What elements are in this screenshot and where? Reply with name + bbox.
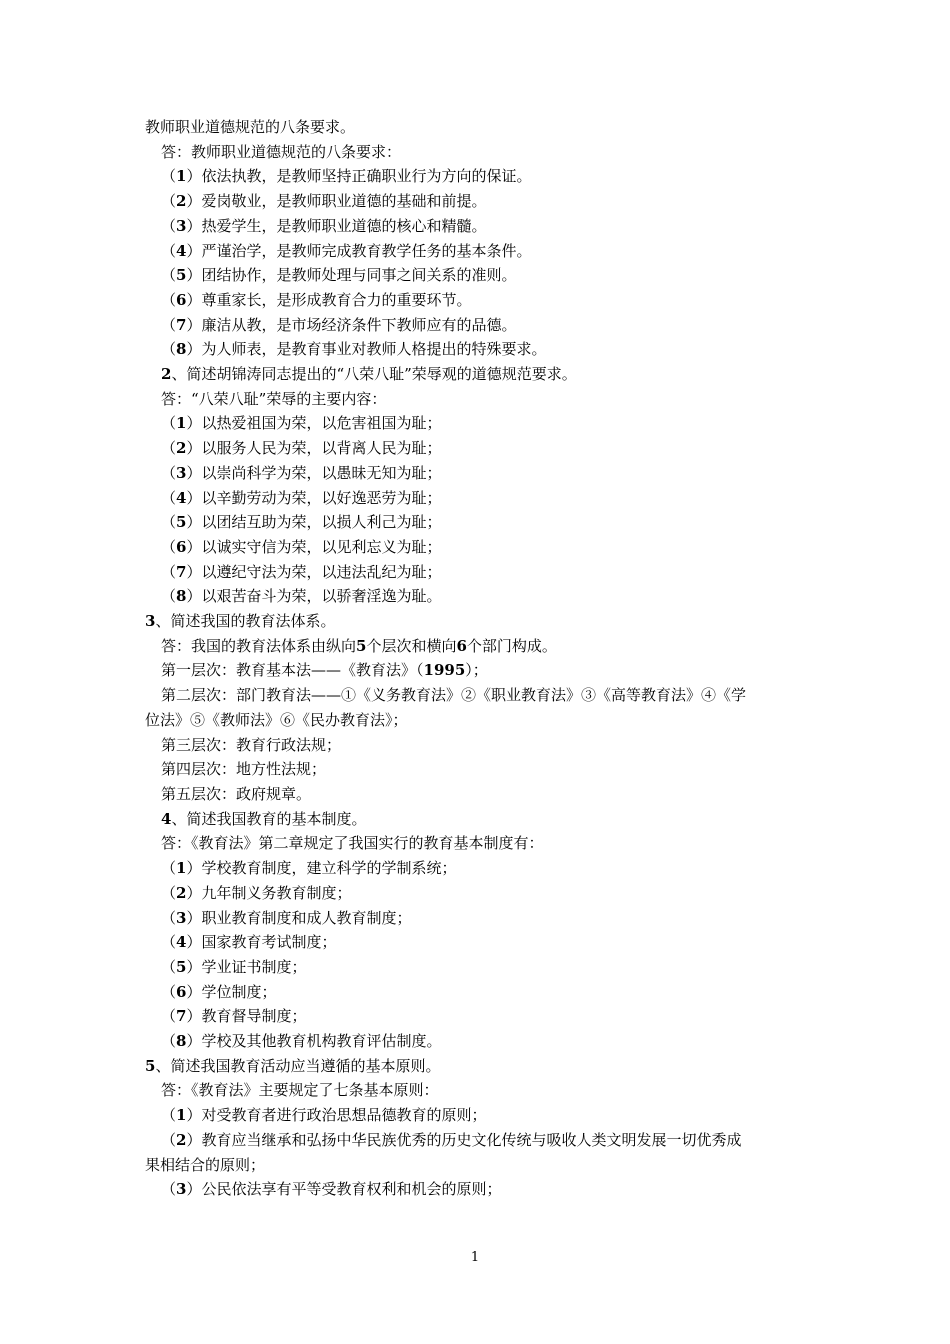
text-line: （3）职业教育制度和成人教育制度；: [161, 908, 412, 927]
text-line: 教师职业道德规范的八条要求。: [145, 118, 356, 136]
text-line: 第二层次：部门教育法——①《义务教育法》②《职业教育法》③《高等教育法》④《学: [161, 686, 747, 705]
page-number: 1: [470, 1250, 480, 1265]
text-line: （7）廉洁从教，是市场经济条件下教师应有的品德。: [161, 315, 517, 334]
text-line: 第一层次：教育基本法——《教育法》（1995）；: [161, 661, 488, 680]
text-line: （3）以崇尚科学为荣，以愚昧无知为耻；: [161, 463, 442, 482]
text-line: 位法》⑤《教师法》⑥《民办教育法》；: [145, 710, 408, 729]
text-line: （2）爱岗敬业，是教师职业道德的基础和前提。: [161, 192, 487, 211]
text-line: （4）以辛勤劳动为荣，以好逸恶劳为耻；: [161, 488, 442, 507]
text-line: （7）教育督导制度；: [161, 1007, 307, 1026]
text-line: （6）尊重家长，是形成教育合力的重要环节。: [161, 290, 472, 309]
text-line: 第五层次：政府规章。: [161, 784, 312, 803]
text-line: （6）以诚实守信为荣，以见利忘义为耻；: [161, 537, 442, 556]
text-line: （3）公民依法享有平等受教育权利和机会的原则；: [161, 1180, 502, 1199]
text-line: （3）热爱学生，是教师职业道德的核心和精髓。: [161, 216, 487, 235]
text-line: （2）九年制义务教育制度；: [161, 883, 352, 902]
text-line: 果相结合的原则；: [145, 1155, 266, 1174]
text-line: （8）以艰苦奋斗为荣，以骄奢淫逸为耻。: [161, 587, 442, 606]
text-line: （5）以团结互助为荣，以损人利己为耻；: [161, 513, 442, 532]
text-line: （1）学校教育制度，建立科学的学制系统；: [161, 859, 457, 878]
document-body: [145, 115, 813, 1202]
text-line: 答：《教育法》主要规定了七条基本原则：: [161, 1081, 439, 1100]
text-line: （8）为人师表，是教育事业对教师人格提出的特殊要求。: [161, 340, 547, 359]
text-line: 答：教师职业道德规范的八条要求：: [161, 142, 402, 161]
text-line: 答：“八荣八耻”荣辱的主要内容：: [161, 389, 387, 408]
text-line: （1）以热爱祖国为荣，以危害祖国为耻；: [161, 414, 442, 433]
text-line: 第四层次：地方性法规；: [161, 760, 327, 779]
text-line: （5）学业证书制度；: [161, 957, 307, 976]
text-line: 答：《教育法》第二章规定了我国实行的教育基本制度有：: [161, 834, 544, 853]
text-line: （5）团结协作，是教师处理与同事之间关系的准则。: [161, 266, 517, 285]
text-line: （2）以服务人民为荣，以背离人民为耻；: [161, 439, 442, 458]
text-line: 2、简述胡锦涛同志提出的“八荣八耻”荣辱观的道德规范要求。: [161, 365, 577, 384]
text-line: 答：我国的教育法体系由纵向5个层次和横向6个部门构成。: [161, 636, 557, 655]
text-line: 第三层次：教育行政法规；: [161, 735, 342, 754]
text-line: （6）学位制度；: [161, 982, 277, 1001]
text-line: （4）国家教育考试制度；: [161, 933, 337, 952]
text-line: （4）严谨治学，是教师完成教育教学任务的基本条件。: [161, 241, 532, 260]
text-line: （1）依法执教，是教师坚持正确职业行为方向的保证。: [161, 167, 532, 186]
text-line: （7）以遵纪守法为荣，以违法乱纪为耻；: [161, 562, 442, 581]
text-line: （8）学校及其他教育机构教育评估制度。: [161, 1032, 442, 1051]
text-line: （2）教育应当继承和弘扬中华民族优秀的历史文化传统与吸收人类文明发展一切优秀成: [161, 1130, 742, 1149]
text-line: （1）对受教育者进行政治思想品德教育的原则；: [161, 1106, 487, 1125]
text-line: 5、简述我国教育活动应当遵循的基本原则。: [145, 1056, 441, 1075]
text-line: 4、简述我国教育的基本制度。: [161, 809, 367, 828]
text-line: 3、简述我国的教育法体系。: [145, 612, 336, 631]
